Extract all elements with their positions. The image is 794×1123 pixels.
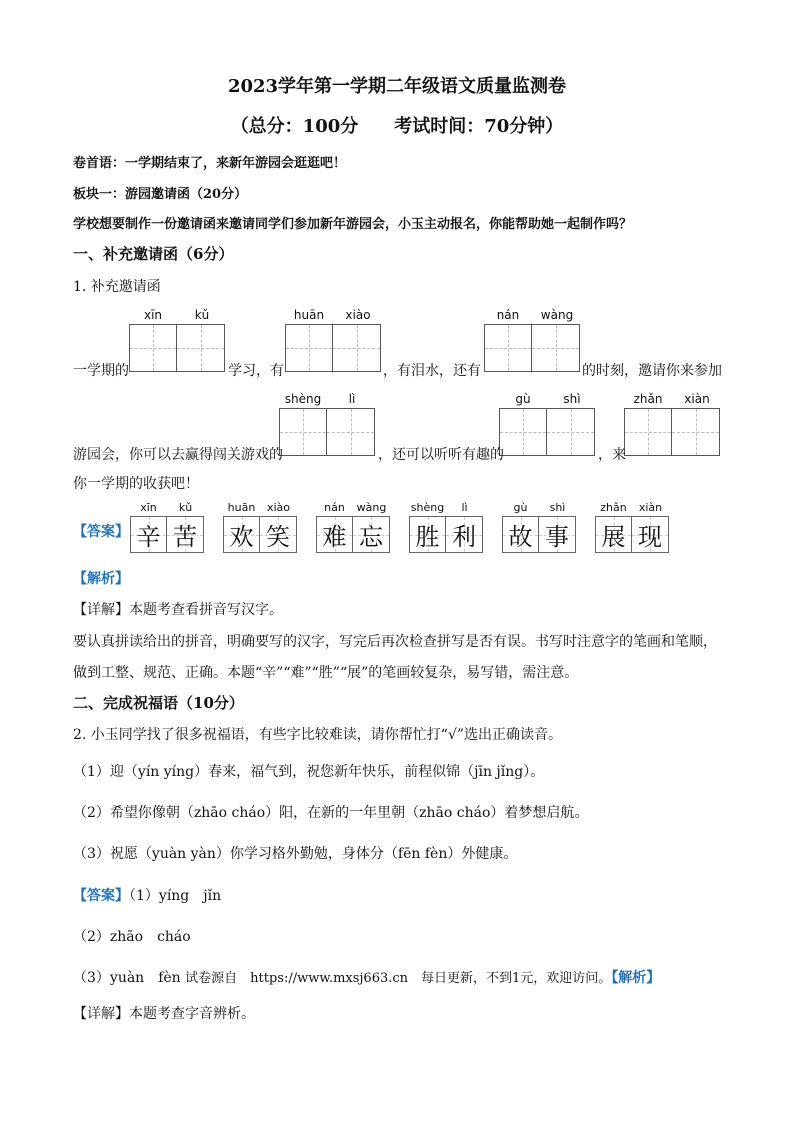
- ans1-char-2: 苦: [173, 523, 197, 551]
- ans1-py-2: kǔ: [178, 501, 193, 514]
- q2-item-1: （1）迎（yín yíng）春来，福气到，祝您新年快乐，前程似锦（jīn jǐng）。: [73, 764, 545, 780]
- ans4-py-2: lì: [461, 501, 468, 514]
- answer-box-6: [595, 516, 669, 553]
- ans6-char-2: 现: [638, 523, 662, 551]
- blank5-pinyin-2: shì: [563, 392, 581, 406]
- q2-item-3: （3）祝愿（yuàn yàn）你学习格外勤勉，身体分（fēn fèn）外健康。: [73, 846, 518, 862]
- ans6-char-1: 展: [601, 523, 626, 551]
- blank2-pinyin-1: huān: [293, 308, 325, 322]
- answer2-2: （2）zhāo cháo: [73, 929, 191, 945]
- ans1-py-1: xīn: [140, 501, 157, 514]
- page-subtitle: （总分：100分 考试时间：70分钟）: [230, 116, 564, 137]
- blank6-pinyin-2: xiàn: [684, 392, 710, 406]
- line2-seg-3: ，来: [598, 447, 626, 463]
- blank5-pinyin-1: gù: [515, 392, 531, 406]
- line1-seg-1: 一学期的: [73, 363, 129, 379]
- ans5-py-2: shì: [549, 501, 566, 514]
- analysis-label-2: 【解析】: [611, 970, 661, 986]
- ans2-char-1: 欢: [229, 523, 254, 551]
- detail1-para-2: 做到工整、规范、正确。本题“辛”“难”“胜”“展”的笔画较复杂，易写错，需注意。: [73, 665, 579, 681]
- answer-label-1: 【答案】: [73, 524, 129, 540]
- watermark-note: 试卷源自 https://www.mxsj663.cn 每日更新，不到1元，欢迎访问。: [185, 971, 612, 986]
- answer-box-5: [502, 516, 576, 553]
- answer-box-4: [409, 516, 483, 553]
- ans6-py-1: zhǎn: [600, 501, 627, 514]
- section1-heading: 一、补充邀请函（6分）: [73, 245, 234, 263]
- ans3-py-1: nán: [324, 501, 345, 514]
- ans2-py-2: xiào: [266, 501, 291, 514]
- question-2: 2. 小玉同学找了很多祝福语，有些字比较难读，请你帮忙打“√”选出正确读音。: [73, 727, 563, 743]
- ans2-py-1: huān: [227, 501, 256, 514]
- blank2-pinyin-2: xiào: [345, 308, 371, 322]
- line1-seg-3: ，有泪水，还有: [383, 363, 481, 379]
- line2-seg-1: 游园会，你可以去赢得闯关游戏的: [73, 447, 283, 463]
- line3: 你一学期的收获吧！: [73, 476, 199, 492]
- ans5-py-1: gù: [513, 501, 528, 514]
- blank3-pinyin-1: nán: [496, 308, 520, 322]
- ans1-char-1: 辛: [136, 523, 161, 551]
- ans2-char-2: 笑: [266, 523, 290, 551]
- detail2-text: 本题考查字音辨析。: [129, 1006, 255, 1022]
- ans3-char-2: 忘: [359, 523, 383, 551]
- line2-seg-2: ，还可以听听有趣的: [378, 447, 504, 463]
- blank-6-grid[interactable]: [624, 408, 720, 456]
- ans4-py-1: shèng: [410, 501, 445, 514]
- question-1: 1. 补充邀请函: [73, 279, 161, 295]
- answer-box-2: [223, 516, 297, 553]
- detail1-line: [73, 599, 283, 619]
- detail1-para-1: 要认真拼读给出的拼音，明确要写的汉字，写完后再次检查拼写是否有误。书写时注意字的笔画和笔顺，: [73, 634, 717, 650]
- answer2-1: （1）yíng jǐn: [129, 888, 222, 904]
- ans6-py-2: xiàn: [638, 501, 663, 514]
- block1-heading: 板块一：游园邀请函（20分）: [73, 187, 248, 202]
- blank4-pinyin-2: lì: [348, 392, 356, 406]
- answer2-line-1: [73, 885, 221, 905]
- q2-item-2: （2）希望你像朝（zhāo cháo）阳，在新的一年里朝（zhāo cháo）着梦想启航。: [73, 805, 589, 821]
- ans3-py-2: wàng: [356, 501, 387, 514]
- page-title: 2023学年第一学期二年级语文质量监测卷: [227, 76, 567, 97]
- ans5-char-2: 事: [545, 523, 569, 551]
- block1-desc: 学校想要制作一份邀请函来邀请同学们参加新年游园会，小玉主动报名，你能帮助她一起制作吗？: [73, 217, 633, 232]
- intro-text: 卷首语：一学期结束了，来新年游园会逛逛吧！: [73, 156, 347, 171]
- blank-2-grid[interactable]: [285, 324, 381, 372]
- detail2-label: 【详解】: [73, 1006, 129, 1022]
- detail1-label: 【详解】: [73, 602, 129, 618]
- ans5-char-1: 故: [508, 523, 533, 551]
- detail2-line: [73, 1003, 255, 1023]
- blank1-pinyin-2: kǔ: [194, 308, 210, 322]
- blank-3-grid[interactable]: [484, 324, 580, 372]
- answer-box-3: [316, 516, 390, 553]
- detail1-text: 本题考查看拼音写汉字。: [129, 602, 283, 618]
- blank1-pinyin-1: xīn: [143, 308, 163, 322]
- ans3-char-1: 难: [322, 523, 347, 551]
- ans4-char-1: 胜: [415, 523, 440, 551]
- line1-seg-4: 的时刻，邀请你来参加: [582, 363, 722, 379]
- blank-1-grid[interactable]: [129, 324, 225, 372]
- answer-label-2: 【答案】: [73, 888, 129, 904]
- line1-seg-2: 学习，有: [228, 363, 284, 379]
- answer2-line-3: [73, 967, 660, 987]
- blank4-pinyin-1: shèng: [284, 392, 322, 406]
- analysis-label-1: 【解析】: [73, 571, 129, 587]
- section2-heading: 二、完成祝福语（10分）: [73, 694, 244, 712]
- answer2-3: （3）yuàn fèn: [73, 970, 181, 986]
- blank-5-grid[interactable]: [499, 408, 595, 456]
- blank6-pinyin-1: zhǎn: [633, 392, 663, 406]
- blank3-pinyin-2: wàng: [540, 308, 574, 322]
- blank-4-grid[interactable]: [279, 408, 375, 456]
- answer-box-1: [130, 516, 204, 553]
- ans4-char-2: 利: [452, 523, 476, 551]
